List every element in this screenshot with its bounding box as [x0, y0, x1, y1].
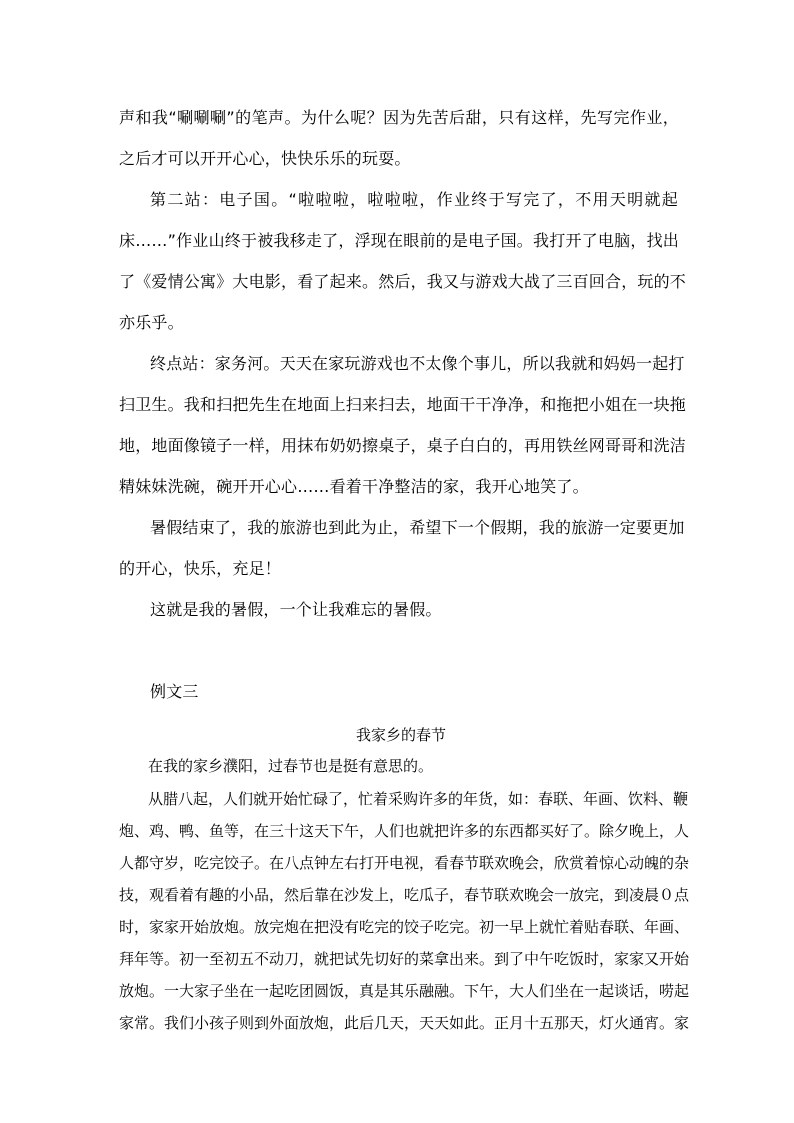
- essay3-line-8: 放炮。一大家子坐在一起吃团圆饭，真是其乐融融。下午，大人们坐在一起谈话，唠起: [119, 982, 690, 1000]
- essay2-line-9: 地，地面像镜子一样，用抹布奶奶擦桌子，桌子白白的，再用铁丝网哥哥和洗洁: [119, 436, 687, 455]
- essay2-line-13: 这就是我的暑假，一个让我难忘的暑假。: [150, 600, 442, 619]
- essay3-line-9: 家常。我们小孩子则到外面放炮，此后几天，天天如此。正月十五那天，灯火通宵。家: [119, 1014, 690, 1032]
- essay2-line-8: 扫卫生。我和扫把先生在地面上扫来扫去，地面干干净净，和拖把小姐在一块拖: [119, 395, 687, 414]
- essay2-line-6: 亦乐乎。: [119, 313, 184, 332]
- essay3-line-3: 炮、鸡、鸭、鱼等，在三十这天下午，人们也就把许多的东西都买好了。除夕晚上，人: [119, 822, 690, 840]
- essay3-line-1: 在我的家乡濮阳，过春节也是挺有意思的。: [148, 757, 434, 775]
- essay3-line-7: 拜年等。初一至初五不动刀，就把试先切好的菜拿出来。到了中午吃饭时，家家又开始: [119, 950, 690, 968]
- essay3-line-2: 从腊八起，人们就开始忙碌了，忙着采购许多的年货，如：春联、年画、饮料、鞭: [148, 790, 689, 808]
- essay3-heading: 例文三: [150, 682, 199, 701]
- essay3-line-6: 时，家家开始放炮。放完炮在把没有吃完的饺子吃完。初一早上就忙着贴春联、年画、: [119, 918, 690, 936]
- essay2-line-3: 第二站：电子国。“啦啦啦，啦啦啦，作业终于写完了，不用天明就起: [150, 190, 678, 209]
- essay2-line-12: 的开心，快乐，充足！: [119, 559, 282, 578]
- essay3-line-5: 技，观看着有趣的小品，然后靠在沙发上，吃瓜子，春节联欢晚会一放完，到凌晨０点: [119, 886, 690, 904]
- essay3-line-4: 人都守岁，吃完饺子。在八点钟左右打开电视，看春节联欢晚会，欣赏着惊心动魄的杂: [119, 854, 690, 872]
- essay2-line-2: 之后才可以开开心心，快快乐乐的玩耍。: [119, 149, 411, 168]
- essay2-line-5: 了《爱情公寓》大电影，看了起来。然后，我又与游戏大战了三百回合，玩的不: [119, 272, 687, 291]
- essay2-line-11: 暑假结束了，我的旅游也到此为止，希望下一个假期，我的旅游一定要更加: [150, 518, 685, 537]
- essay3-title: 我家乡的春节: [355, 726, 446, 744]
- essay2-line-1: 声和我“唰唰唰”的笔声。为什么呢？因为先苦后甜，只有这样，先写完作业，: [119, 108, 679, 127]
- essay2-line-4: 床……”作业山终于被我移走了，浮现在眼前的是电子国。我打开了电脑，找出: [119, 231, 679, 250]
- essay2-line-10: 精妹妹洗碗，碗开开心心……看着干净整洁的家，我开心地笑了。: [119, 477, 589, 496]
- essay2-line-7: 终点站：家务河。天天在家玩游戏也不太像个事儿，所以我就和妈妈一起打: [150, 354, 685, 373]
